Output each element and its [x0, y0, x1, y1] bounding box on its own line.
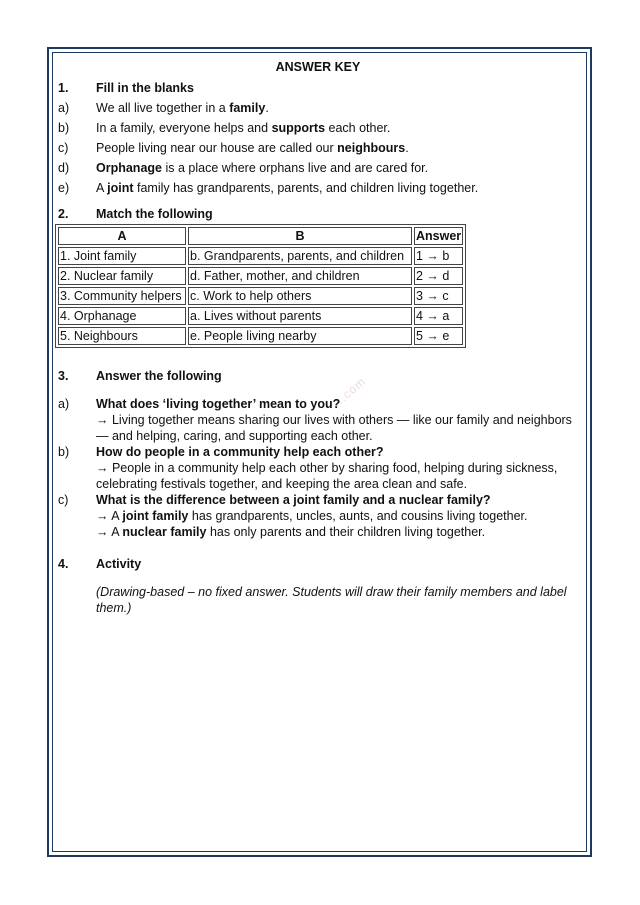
table-row	[58, 267, 463, 285]
blank-answer: Orphanage	[96, 161, 162, 175]
blank-answer: supports	[271, 121, 326, 135]
cell-col-b: d. Father, mother, and children	[188, 267, 412, 285]
cell-col-a: 3. Community helpers	[58, 287, 186, 305]
fill-blanks-list	[58, 98, 578, 198]
section-4-heading: 4. Activity	[58, 557, 142, 571]
answer-item-a: a) What does ‘living together’ mean to you? → Living together means sharing our lives with others — like our family and neighbors — and helping, caring, and supporting each other.	[58, 396, 578, 444]
question-b: How do people in a community help each other?	[96, 445, 384, 459]
blank-answer: neighbours	[337, 141, 406, 155]
question-c: What is the difference between a joint family and a nuclear family?	[96, 493, 491, 507]
watermark: ...com	[330, 374, 369, 410]
item-label: a)	[58, 101, 70, 115]
item-text: People living near our house are called our neighbours.	[96, 141, 409, 155]
item-label: d)	[58, 161, 70, 175]
cell-col-b: c. Work to help others	[188, 287, 412, 305]
item-text: We all live together in a family.	[96, 101, 269, 115]
header-a: A	[58, 227, 186, 245]
fill-blank-item	[58, 138, 578, 158]
table-row	[58, 287, 463, 305]
answer-key-document	[58, 56, 578, 616]
cell-col-answer: 3 → c	[414, 287, 463, 305]
cell-col-answer: 2 → d	[414, 267, 463, 285]
item-text: A joint family has grandparents, parents, and children living together.	[96, 181, 479, 195]
fill-blank-item	[58, 158, 578, 178]
cell-col-answer: 4 → a	[414, 307, 463, 325]
cell-col-b: b. Grandparents, parents, and children	[188, 247, 412, 265]
answer-c-line-2: → A nuclear family has only parents and their children living together.	[96, 525, 486, 539]
cell-col-b: e. People living nearby	[188, 327, 412, 345]
section-1-heading: 1. Fill in the blanks	[58, 81, 194, 95]
header-answer: Answer	[416, 229, 462, 243]
answer-item-c: c) What is the difference between a joint family and a nuclear family? → A joint family has grandparents, uncles, aunts, and cousins living together. → A nuclear family has only parents and their children living together.	[58, 492, 578, 540]
item-label: e)	[58, 181, 70, 195]
item-label: b)	[58, 121, 70, 135]
answer-item-b: b) How do people in a community help each other? → People in a community help each other by sharing food, helping during sickness, celebrating festivals together, and keeping the area clean and safe.	[58, 444, 578, 492]
section-3-heading: 3. Answer the following	[58, 369, 222, 383]
answer-a: → Living together means sharing our lives with others — like our family and neighbors — and helping, caring, and supporting each other.	[96, 413, 572, 443]
match-table-header	[58, 227, 463, 245]
section-2-heading: 2. Match the following	[58, 207, 213, 221]
cell-col-a: 4. Orphanage	[58, 307, 186, 325]
question-a: What does ‘living together’ mean to you?	[96, 397, 341, 411]
fill-blank-item	[58, 98, 578, 118]
activity-note: (Drawing-based – no fixed answer. Students will draw their family members and label them.)	[96, 585, 567, 615]
item-text: Orphanage is a place where orphans live and are cared for.	[96, 161, 429, 175]
cell-col-a: 5. Neighbours	[58, 327, 186, 345]
table-row	[58, 327, 463, 345]
blank-answer: family	[229, 101, 266, 115]
table-row	[58, 307, 463, 325]
answer-c-line-1: → A joint family has grandparents, uncles, aunts, and cousins living together.	[96, 509, 528, 523]
answer-b: → People in a community help each other by sharing food, helping during sickness, celebrating festivals together, and keeping the area clean and safe.	[96, 461, 558, 491]
cell-col-a: 2. Nuclear family	[58, 267, 186, 285]
item-label: c)	[58, 141, 69, 155]
match-table	[55, 224, 466, 348]
header-b: B	[188, 227, 412, 245]
document-title: ANSWER KEY	[275, 60, 361, 74]
item-text: In a family, everyone helps and supports each other.	[96, 121, 391, 135]
fill-blank-item	[58, 178, 578, 198]
blank-answer: joint	[107, 181, 134, 195]
fill-blank-item	[58, 118, 578, 138]
cell-col-b: a. Lives without parents	[188, 307, 412, 325]
table-row	[58, 247, 463, 265]
cell-col-answer: 5 → e	[414, 327, 463, 345]
cell-col-answer: 1 → b	[414, 247, 463, 265]
cell-col-a: 1. Joint family	[58, 247, 186, 265]
